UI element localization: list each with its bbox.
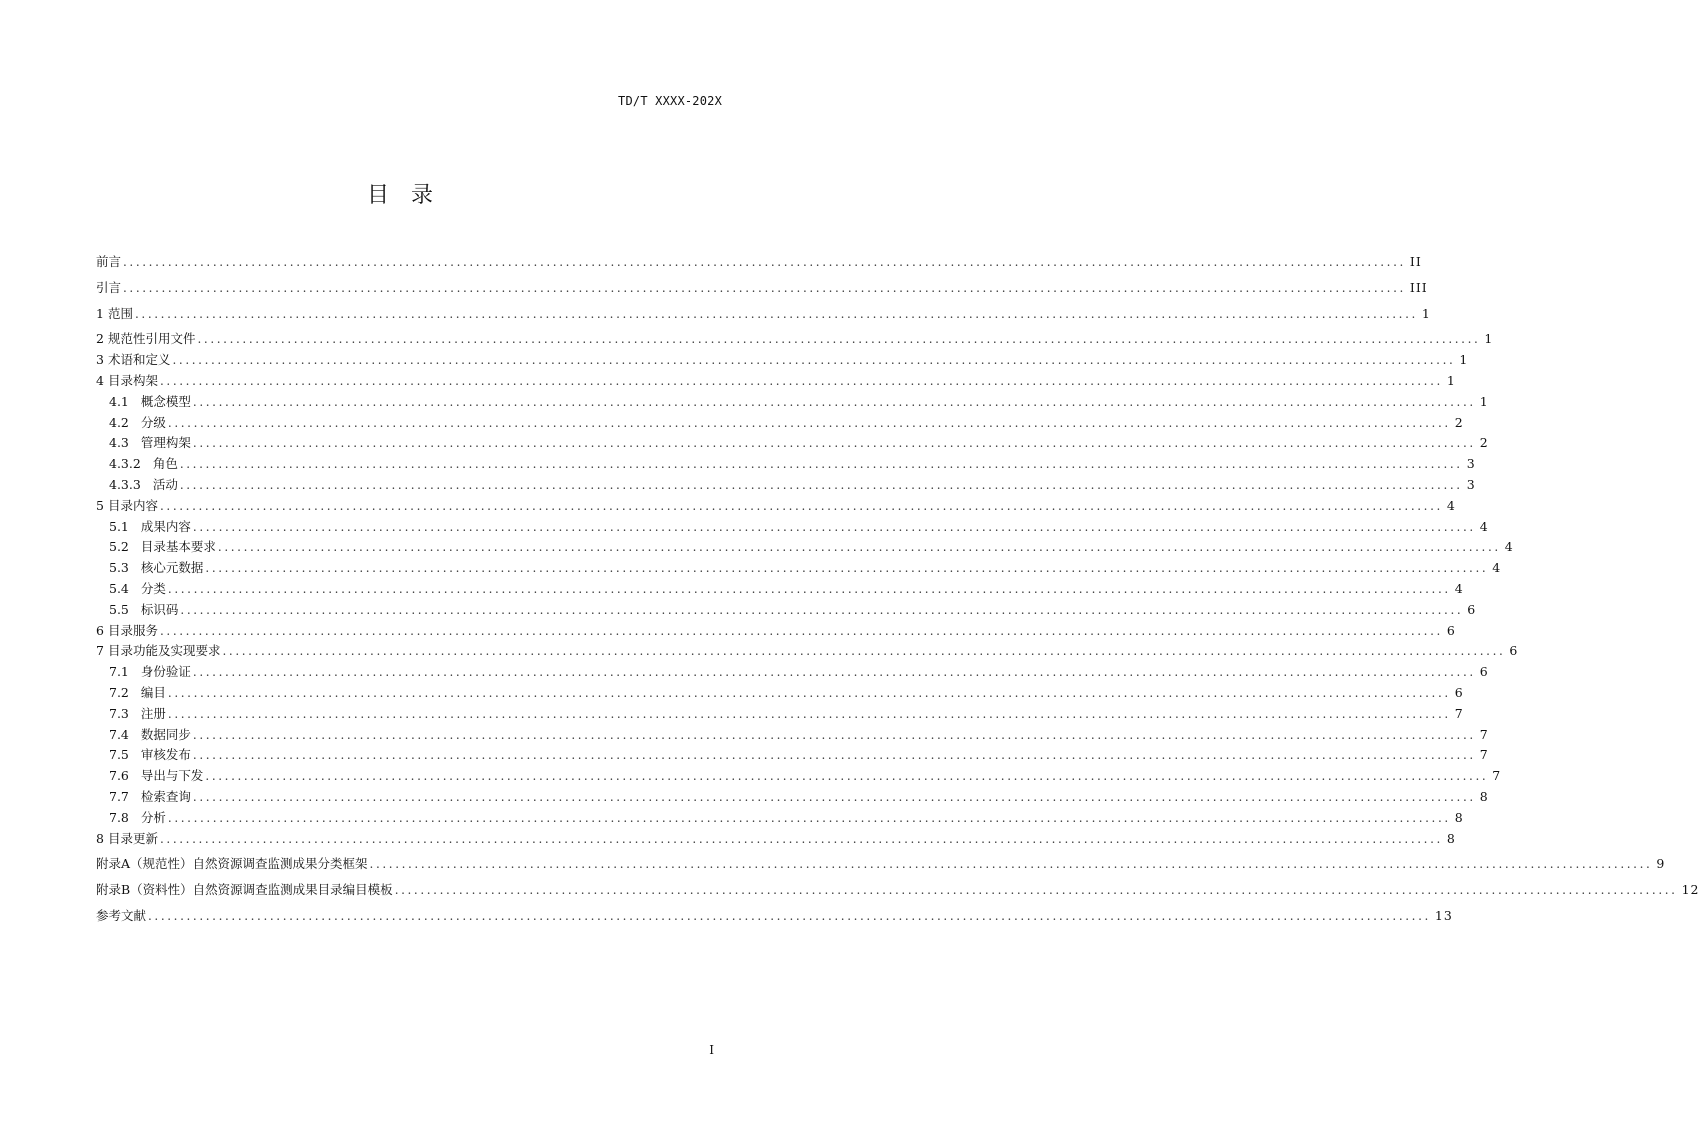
- toc-entry-page: 12: [1681, 882, 1699, 898]
- toc-entry-number: 4.2: [109, 414, 129, 430]
- toc-entry-page: 1: [1421, 305, 1431, 321]
- toc-entry-page: 7: [1492, 768, 1502, 784]
- toc-dot-leader: ........................................................................................................................................................................................................: [123, 255, 1406, 269]
- toc-entry-page: 1: [1459, 352, 1469, 368]
- toc-dot-leader: ........................................................................................................................................................................................................: [197, 332, 1481, 347]
- toc-entry-label: 概念模型: [140, 393, 191, 409]
- toc-entry-page: 2: [1479, 435, 1489, 451]
- toc-entry-page: 4: [1454, 580, 1464, 596]
- toc-dot-leader: ........................................................................................................................................................................................................: [192, 394, 1476, 409]
- toc-entry-page: 7: [1479, 726, 1489, 742]
- toc-entry-label: 参考文献: [96, 907, 147, 923]
- toc-entry-label: 术语和定义: [108, 352, 171, 368]
- toc-entry-label: 编目: [140, 684, 166, 700]
- toc-dot-leader: ........................................................................................................................................................................................................: [172, 353, 1456, 368]
- toc-entry[interactable]: [96, 600, 1477, 621]
- toc-entry[interactable]: [96, 475, 1476, 496]
- toc-entry[interactable]: [96, 454, 1476, 475]
- toc-entry-page: 3: [1466, 456, 1476, 472]
- toc-dot-leader: ........................................................................................................................................................................................................: [394, 883, 1678, 898]
- toc-entry-page: 4: [1446, 497, 1456, 513]
- toc-dot-leader: ........................................................................................................................................................................................................: [192, 789, 1476, 804]
- toc-entry-label: 数据同步: [140, 726, 191, 742]
- toc-dot-leader: ........................................................................................................................................................................................................: [123, 280, 1406, 295]
- toc-entry[interactable]: [96, 413, 1464, 434]
- toc-entry-label: 分级: [140, 414, 166, 430]
- toc-entry-page: 2: [1454, 414, 1464, 430]
- toc-entry[interactable]: 5 目录内容 ........................................................................................................................................................................................................ 4: [96, 496, 716, 517]
- toc-entry-number: 4.1: [109, 393, 129, 409]
- toc-entry-page: 1: [1479, 393, 1489, 409]
- toc-dot-leader: ........................................................................................................................................................................................................: [167, 415, 1451, 430]
- toc-entry-number: 7.6: [109, 768, 129, 784]
- toc-entry-label: 目录功能及实现要求: [108, 643, 221, 659]
- toc-entry[interactable]: [96, 704, 1464, 725]
- toc-entry-page: 8: [1454, 809, 1464, 825]
- table-of-contents: [96, 252, 1699, 927]
- toc-entry[interactable]: [96, 558, 1502, 579]
- toc-dot-leader: ........................................................................................................................................................................................................: [160, 623, 1443, 638]
- toc-entry[interactable]: [96, 517, 1489, 538]
- toc-dot-leader: ........................................................................................................................................................................................................: [369, 857, 1653, 872]
- toc-entry-number: 5.5: [109, 601, 129, 617]
- toc-entry-label: 附录B（资料性）自然资源调查监测成果目录编目模板: [96, 882, 393, 898]
- page-title: 目录: [366, 183, 455, 208]
- toc-entry-label: 前言: [96, 254, 122, 269]
- toc-entry-page: 7: [1454, 705, 1464, 721]
- toc-entry-page: 13: [1434, 907, 1453, 923]
- toc-dot-leader: ........................................................................................................................................................................................................: [205, 561, 1489, 576]
- toc-entry-page: 6: [1509, 643, 1519, 659]
- toc-entry-number: 7.5: [109, 747, 129, 763]
- toc-entry[interactable]: [96, 579, 1464, 600]
- toc-dot-leader: ........................................................................................................................................................................................................: [167, 706, 1451, 721]
- toc-dot-leader: ........................................................................................................................................................................................................: [160, 498, 1443, 513]
- toc-entry-page: 4: [1479, 518, 1489, 534]
- toc-entry-number: 7.2: [109, 684, 129, 700]
- toc-entry-label: 附录A（规范性）自然资源调查监测成果分类框架: [96, 856, 368, 872]
- toc-entry[interactable]: [96, 906, 1453, 927]
- toc-entry-number: 4.3.3: [109, 476, 141, 492]
- toc-entry-page: 6: [1467, 601, 1477, 617]
- toc-entry-label: 审核发布: [140, 747, 191, 763]
- toc-entry-number: 5.2: [109, 539, 129, 555]
- toc-entry-label: 标识码: [140, 601, 179, 617]
- toc-dot-leader: ........................................................................................................................................................................................................: [160, 831, 1443, 846]
- toc-entry[interactable]: [96, 278, 1428, 299]
- toc-entry-label: 分析: [140, 809, 166, 825]
- toc-entry-page: 7: [1479, 747, 1489, 763]
- toc-dot-leader: ........................................................................................................................................................................................................: [192, 727, 1476, 742]
- toc-entry-page: 3: [1466, 476, 1476, 492]
- toc-entry-page: 9: [1656, 856, 1666, 872]
- toc-entry-number: 7.8: [109, 809, 129, 825]
- toc-entry[interactable]: 7 目录功能及实现要求 ........................................................................................................................................................................................................ 6: [96, 641, 716, 662]
- toc-entry-page: 1: [1446, 372, 1456, 388]
- toc-entry-label: 目录服务: [108, 622, 159, 638]
- toc-entry-label: 身份验证: [140, 664, 191, 680]
- document-code: TD/T XXXX-202X: [618, 94, 722, 108]
- toc-entry-label: 注册: [140, 705, 166, 721]
- toc-entry-label: 分类: [140, 580, 166, 596]
- toc-dot-leader: ........................................................................................................................................................................................................: [148, 908, 1431, 923]
- toc-entry-page: 1: [1484, 331, 1494, 347]
- toc-entry[interactable]: [96, 433, 1489, 454]
- toc-dot-leader: ........................................................................................................................................................................................................: [160, 373, 1443, 388]
- toc-entry-label: 范围: [108, 305, 134, 321]
- toc-entry-page: 8: [1479, 788, 1489, 804]
- toc-dot-leader: ........................................................................................................................................................................................................: [135, 306, 1418, 321]
- toc-entry-label: 核心元数据: [140, 560, 204, 576]
- toc-entry-page: 8: [1446, 830, 1456, 846]
- toc-entry[interactable]: 2 规范性引用文件 ........................................................................................................................................................................................................ 1: [96, 329, 716, 350]
- toc-entry[interactable]: 4 目录构架 ........................................................................................................................................................................................................ 1: [96, 371, 716, 392]
- toc-entry[interactable]: [96, 662, 1489, 683]
- toc-entry-page: II: [1409, 254, 1422, 269]
- toc-entry-number: 7.1: [109, 664, 129, 680]
- toc-entry-page: 6: [1454, 684, 1464, 700]
- page-number: I: [709, 1043, 714, 1057]
- toc-entry[interactable]: [96, 725, 1489, 746]
- toc-entry-page: 4: [1492, 560, 1502, 576]
- toc-entry-label: 活动: [152, 476, 178, 492]
- toc-entry[interactable]: [96, 537, 1514, 558]
- toc-entry-label: 管理构架: [140, 435, 191, 451]
- toc-entry-number: 7.4: [109, 726, 129, 742]
- toc-entry-label: 检索查询: [140, 788, 191, 804]
- toc-dot-leader: ........................................................................................................................................................................................................: [192, 519, 1476, 534]
- toc-entry-label: 目录构架: [108, 372, 159, 388]
- toc-entry[interactable]: [96, 745, 1489, 766]
- toc-entry-page: 4: [1504, 539, 1514, 555]
- toc-dot-leader: ........................................................................................................................................................................................................: [167, 685, 1451, 700]
- toc-entry[interactable]: [96, 880, 1699, 901]
- toc-entry-label: 目录更新: [108, 830, 159, 846]
- toc-dot-leader: ........................................................................................................................................................................................................: [222, 644, 1506, 659]
- toc-dot-leader: ........................................................................................................................................................................................................: [179, 457, 1463, 472]
- toc-entry-number: 7.3: [109, 705, 129, 721]
- toc-entry[interactable]: [96, 787, 1489, 808]
- toc-dot-leader: ........................................................................................................................................................................................................: [192, 748, 1476, 763]
- toc-entry[interactable]: [96, 683, 1464, 704]
- toc-entry[interactable]: [96, 392, 1489, 413]
- toc-dot-leader: ........................................................................................................................................................................................................: [179, 477, 1463, 492]
- toc-entry[interactable]: 1 范围 ........................................................................................................................................................................................................ 1: [96, 304, 716, 325]
- toc-entry-page: III: [1409, 279, 1428, 295]
- toc-entry-number: 4.3: [109, 435, 129, 451]
- toc-entry-page: 6: [1446, 622, 1456, 638]
- toc-entry-label: 角色: [152, 456, 178, 472]
- toc-entry-label: 导出与下发: [140, 768, 204, 784]
- toc-entry-number: 5.4: [109, 580, 129, 596]
- toc-dot-leader: ........................................................................................................................................................................................................: [192, 436, 1476, 451]
- toc-dot-leader: ........................................................................................................................................................................................................: [205, 769, 1489, 784]
- toc-entry-label: 目录基本要求: [140, 539, 216, 555]
- toc-entry-number: 5.1: [109, 518, 129, 534]
- toc-entry[interactable]: [96, 766, 1502, 787]
- toc-entry[interactable]: 8 目录更新 ........................................................................................................................................................................................................ 8: [96, 829, 716, 850]
- toc-entry-number: 5.3: [109, 560, 129, 576]
- toc-dot-leader: ........................................................................................................................................................................................................: [192, 665, 1476, 680]
- toc-entry-label: 引言: [96, 279, 122, 295]
- toc-entry-label: 目录内容: [108, 497, 159, 513]
- toc-dot-leader: ........................................................................................................................................................................................................: [217, 540, 1501, 555]
- toc-entry[interactable]: 6 目录服务 ........................................................................................................................................................................................................ 6: [96, 621, 716, 642]
- toc-entry[interactable]: [96, 252, 1422, 273]
- toc-dot-leader: ........................................................................................................................................................................................................: [180, 602, 1464, 617]
- toc-entry-label: 成果内容: [140, 518, 191, 534]
- toc-entry-label: 规范性引用文件: [108, 331, 196, 347]
- toc-entry[interactable]: [96, 854, 1666, 875]
- toc-entry[interactable]: 3 术语和定义 ........................................................................................................................................................................................................ 1: [96, 350, 716, 371]
- toc-dot-leader: ........................................................................................................................................................................................................: [167, 581, 1451, 596]
- toc-entry[interactable]: [96, 808, 1464, 829]
- toc-entry-number: 7.7: [109, 788, 129, 804]
- toc-entry-number: 4.3.2: [109, 456, 141, 472]
- toc-dot-leader: ........................................................................................................................................................................................................: [167, 810, 1451, 825]
- toc-entry-page: 6: [1479, 664, 1489, 680]
